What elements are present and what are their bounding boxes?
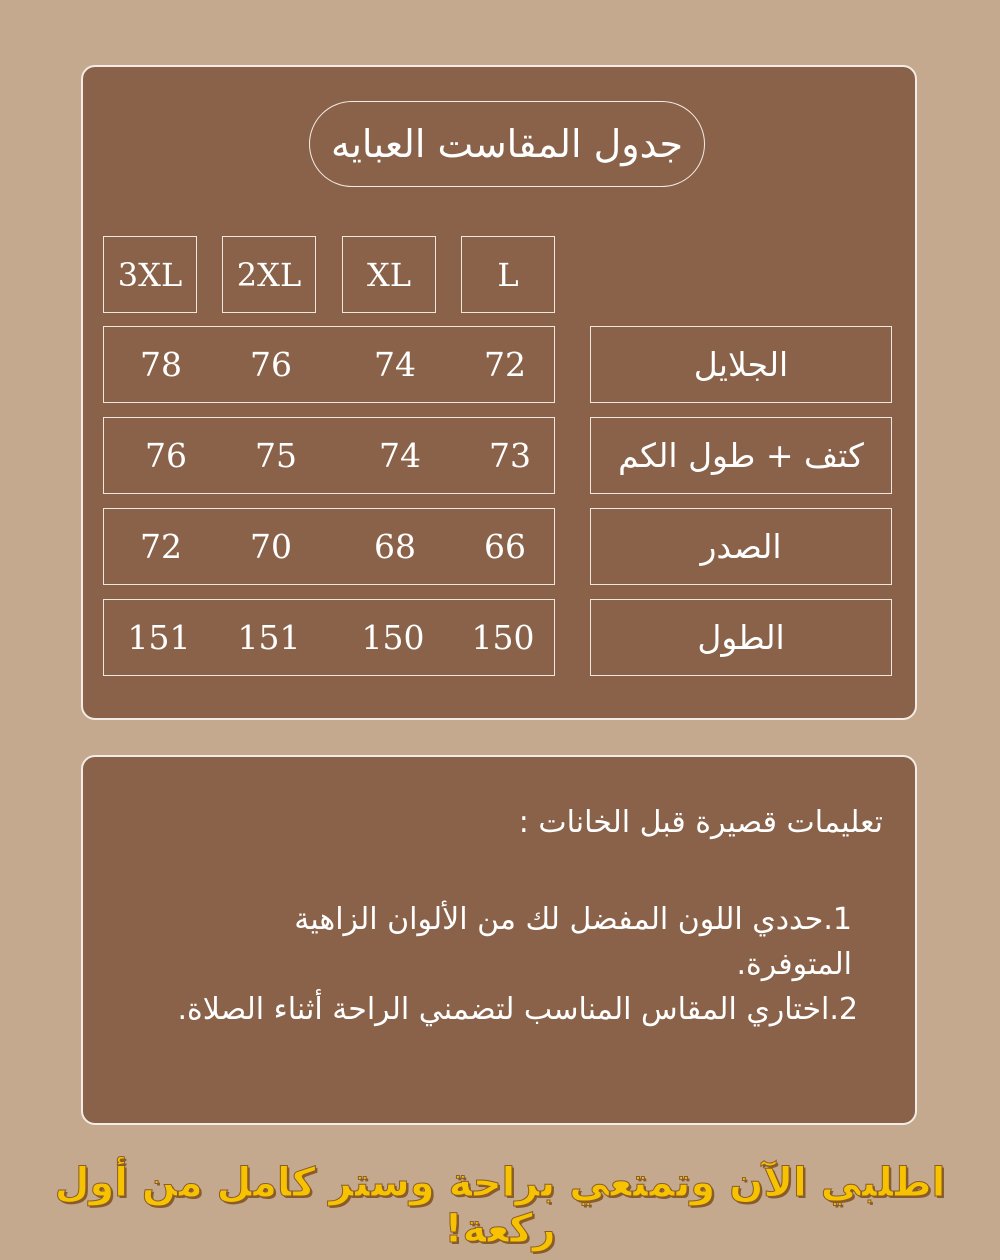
tip-item bbox=[192, 897, 852, 987]
measure-value: 78 bbox=[140, 345, 182, 384]
measure-label-shoulder-sleeve: كتف + طول الكم bbox=[590, 417, 892, 494]
measure-row-values bbox=[103, 599, 555, 676]
measure-value: 72 bbox=[484, 345, 526, 384]
tip-number: 1. bbox=[823, 902, 852, 937]
call-to-action: اطلبي الآن وتمتعي براحة وستر كامل من أول ركعة! bbox=[54, 1160, 946, 1252]
size-header-2xl: 2XL bbox=[222, 236, 316, 313]
measure-value: 74 bbox=[379, 436, 421, 475]
tip-item bbox=[158, 987, 858, 1032]
measure-value: 74 bbox=[374, 345, 416, 384]
measure-value: 68 bbox=[374, 527, 416, 566]
measure-value: 73 bbox=[489, 436, 531, 475]
size-header-xl: XL bbox=[342, 236, 436, 313]
measure-label-length: الطول bbox=[590, 599, 892, 676]
measure-row-values bbox=[103, 417, 555, 494]
measure-value: 70 bbox=[250, 527, 292, 566]
measure-value: 66 bbox=[484, 527, 526, 566]
measure-value: 150 bbox=[361, 618, 425, 657]
tips-title: تعليمات قصيرة قبل الخانات : bbox=[518, 805, 883, 840]
measure-value: 150 bbox=[471, 618, 535, 657]
measure-label-chest: الصدر bbox=[590, 508, 892, 585]
size-header-3xl: 3XL bbox=[103, 236, 197, 313]
size-chart-title: جدول المقاست العبايه bbox=[309, 101, 705, 187]
measure-row-values bbox=[103, 326, 555, 403]
tip-text: اختاري المقاس المناسب لتضمني الراحة أثناء الصلاة. bbox=[177, 992, 830, 1027]
measure-value: 75 bbox=[255, 436, 297, 475]
measure-label-jalayel: الجلايل bbox=[590, 326, 892, 403]
measure-value: 76 bbox=[250, 345, 292, 384]
size-chart-panel bbox=[81, 65, 917, 720]
size-header-l: L bbox=[461, 236, 555, 313]
measure-value: 72 bbox=[140, 527, 182, 566]
measure-value: 151 bbox=[237, 618, 301, 657]
measure-row-values bbox=[103, 508, 555, 585]
tips-panel bbox=[81, 755, 917, 1125]
measure-value: 76 bbox=[145, 436, 187, 475]
tip-text: حددي اللون المفضل لك من الألوان الزاهية المتوفرة. bbox=[294, 902, 852, 982]
measure-value: 151 bbox=[127, 618, 191, 657]
tip-number: 2. bbox=[829, 992, 858, 1027]
